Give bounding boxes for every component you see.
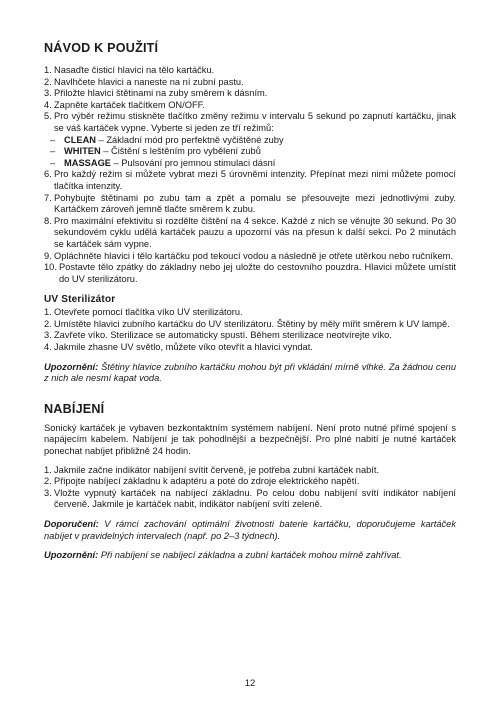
mode-item	[50, 146, 456, 158]
list-item	[44, 77, 456, 89]
usage-steps-list	[44, 65, 456, 135]
step-number: 10.	[44, 262, 57, 273]
page-number: 12	[244, 678, 256, 689]
step-text: Otevřete pomocí tlačítka víko UV sterilizátoru.	[54, 307, 243, 318]
list-item	[44, 88, 456, 100]
list-item	[44, 488, 456, 511]
uv-warning-note	[44, 362, 456, 385]
charging-steps-list	[44, 465, 456, 511]
list-item	[44, 251, 456, 263]
usage-steps-list-end	[44, 262, 456, 285]
step-text: Pro výběr režimu stiskněte tlačítko změny režimu v intervalu 5 sekund po zapnutí kartáčku, jinak se váš kartáček vypne. Vyberte si jeden ze tří režimů:	[54, 111, 456, 133]
step-number: 4.	[44, 99, 52, 110]
list-item	[44, 65, 456, 77]
mode-name: WHITEN	[64, 146, 101, 157]
step-text: Umístěte hlavici zubního kartáčku do UV sterilizátoru. Štětiny by měly mířit směrem k UV lampě.	[54, 318, 450, 329]
step-text: Nasaďte čisticí hlavici na tělo kartáčku.	[54, 65, 215, 75]
mode-description: – Čištění s leštěním pro vybělení zubů	[100, 146, 261, 157]
step-text: Zapněte kartáček tlačítkem ON/OFF.	[54, 99, 205, 110]
list-item	[44, 319, 456, 331]
step-number: 1.	[44, 464, 52, 475]
step-number: 7.	[44, 192, 52, 203]
step-text: Přiložte hlavici štětinami na zuby směrem k dásním.	[54, 88, 268, 99]
list-item	[44, 307, 456, 319]
step-number: 6.	[44, 169, 52, 180]
step-text: Jakmile začne indikátor nabíjení svítit červeně, je potřeba zubní kartáček nabít.	[54, 464, 380, 475]
step-text: Pro každý režim si můžete vybrat mezi 5 úrovněmi intenzity. Přepínat mezi nimi můžete pomocí tlačítka intenzity.	[54, 169, 456, 191]
step-text: Postavte tělo zpátky do základny nebo jej uložte do cestovního pouzdra. Hlavici můžete umístit do UV sterilizátoru.	[59, 262, 456, 284]
step-number: 3.	[44, 487, 52, 498]
step-number: 3.	[44, 88, 52, 99]
note-label: Upozornění:	[44, 361, 99, 372]
note-label: Upozornění:	[44, 550, 99, 561]
step-text: Pohybujte štětinami po zubu tam a zpět a pomalu se přesouvejte mezi jednotlivými zuby. Kartáčkem zároveň jemně tlačte směrem k zubu.	[54, 192, 456, 215]
step-number: 2.	[44, 76, 52, 87]
step-number: 9.	[44, 250, 52, 261]
step-text: Pro maximální efektivitu si rozdělte čištění na 4 sekce. Každé z nich se věnujte 30 sekund. Po 30 sekundovém cyklu udělá kartáček pauzu a upozorní vás na přesun k další sekci. Po 2 minutách se kartáček sám vypne.	[54, 215, 456, 249]
note-text: Štětiny hlavice zubního kartáčku mohou být při vkládání mírně vlhké. Za žádnou cenu z nich ale nesmí kapat voda.	[44, 361, 456, 384]
dash: –	[50, 146, 56, 157]
mode-description: – Základní mód pro perfektně vyčištěné zuby	[96, 134, 284, 145]
step-number: 2.	[44, 318, 52, 329]
charging-recommendation-note	[44, 519, 456, 542]
step-number: 2.	[44, 476, 52, 487]
page-content	[44, 40, 456, 562]
list-item	[44, 169, 456, 192]
mode-item	[50, 158, 456, 170]
step-number: 8.	[44, 215, 52, 226]
charging-warning-note	[44, 550, 456, 562]
dash: –	[50, 134, 56, 145]
list-item	[44, 193, 456, 216]
note-text: V rámci zachování optimální životnosti baterie kartáčku, doporučujeme kartáček nabíjet v pravidelných intervalech (např. po 2–3 týdnech).	[44, 519, 456, 541]
mode-name: CLEAN	[64, 134, 97, 145]
list-item	[44, 342, 456, 354]
step-text: Opláchněte hlavici i tělo kartáčku pod tekoucí vodou a následně je otřete utěrkou nebo ručníkem.	[54, 250, 453, 261]
uv-steps-list	[44, 307, 456, 353]
step-text: Jakmile zhasne UV světlo, můžete víko otevřít a hlavici vyndat.	[54, 342, 313, 353]
step-text: Zavřete víko. Sterilizace se automaticky spustí. Během sterilizace neotvírejte víko.	[54, 330, 392, 341]
step-number: 1.	[44, 65, 52, 75]
step-text: Vložte vypnutý kartáček na nabíjecí základnu. Po celou dobu nabíjení svítí indikátor nabíjení červeně. Jakmile je kartáček nabit, indikátor nabíjení svítí zeleně.	[54, 487, 456, 510]
list-item	[44, 216, 456, 251]
step-text: Navlhčete hlavici a naneste na ní zubní pastu.	[54, 76, 244, 87]
uv-sterilizer-heading: UV Sterilizátor	[44, 294, 116, 306]
step-number: 4.	[44, 342, 52, 353]
list-item	[44, 262, 456, 285]
list-item	[44, 476, 456, 488]
list-item	[44, 330, 456, 342]
mode-name: MASSAGE	[64, 157, 112, 168]
list-item	[44, 111, 456, 134]
step-number: 5.	[44, 111, 52, 122]
mode-item	[50, 135, 456, 147]
list-item	[44, 465, 456, 477]
list-item	[44, 100, 456, 112]
step-text: Připojte nabíjecí základnu k adaptéru a poté do zdroje elektrického napětí.	[54, 476, 360, 487]
step-number: 3.	[44, 330, 52, 341]
dash: –	[50, 157, 56, 168]
charging-heading: NABÍJENÍ	[44, 401, 105, 416]
usage-title: NÁVOD K POUŽITÍ	[44, 41, 159, 55]
step-number: 1.	[44, 307, 52, 318]
usage-steps-list-continued	[44, 169, 456, 262]
charging-intro: Sonický kartáček je vybaven bezkontaktním systémem nabíjení. Není proto nutné přímé spojení s napájecím kabelem. Nabíjení je tak pohodlnější a bezpečnější. Pro plné nabití je nutné kartáček ponechat nabíjet přibližně 24 hodin.	[44, 422, 456, 457]
mode-list	[44, 135, 456, 170]
mode-description: – Pulsování pro jemnou stimulaci dásní	[111, 157, 276, 168]
note-text: Při nabíjení se nabíjecí základna a zubní kartáček mohou mírně zahřívat.	[98, 550, 402, 561]
note-label: Doporučení:	[44, 519, 99, 529]
